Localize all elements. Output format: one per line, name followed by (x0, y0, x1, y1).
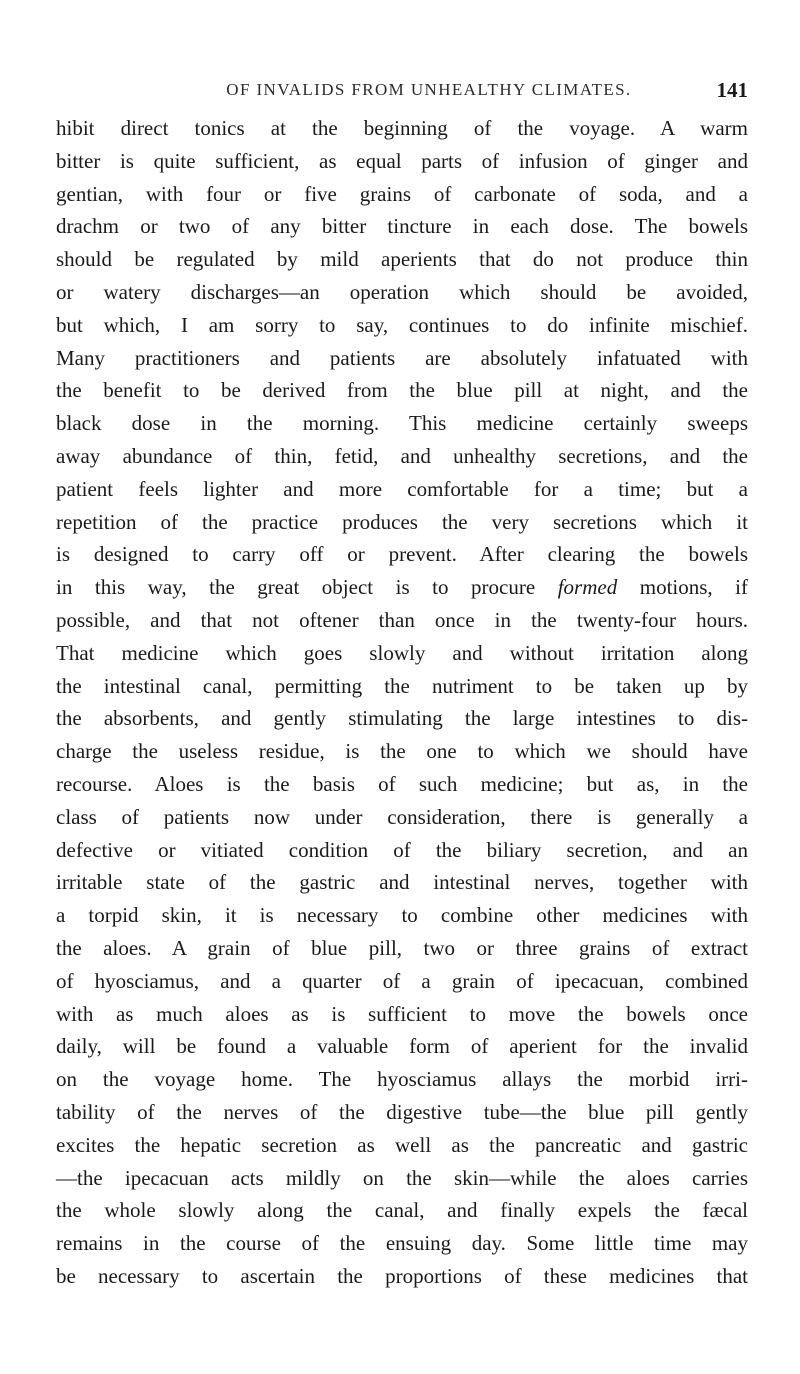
text-line: defective or vitiated condition of the biliary secretion, and an (56, 837, 748, 862)
italic-emphasis: formed (557, 575, 618, 600)
text-line: excites the hepatic secretion as well as the pancreatic and gastric (56, 1132, 748, 1157)
text-line: the absorbents, and gently stimulating the large intestines to dis- (56, 706, 748, 731)
text-line-mixed (56, 571, 748, 604)
text-line: the intestinal canal, permitting the nutriment to be taken up by (56, 673, 748, 698)
text-line: patient feels lighter and more comfortable for a time; but a (56, 476, 748, 501)
text-line: of hyosciamus, and a quarter of a grain of ipecacuan, combined (56, 968, 748, 993)
page-number: 141 (716, 78, 748, 102)
text-line: but which, I am sorry to say, continues to do infinite mischief. (56, 312, 748, 337)
text-line: with as much aloes as is sufficient to move the bowels once (56, 1001, 748, 1026)
text-line: hibit direct tonics at the beginning of the voyage. A warm (56, 116, 748, 140)
text-line: irritable state of the gastric and intestinal nerves, together with (56, 870, 748, 895)
text-line: class of patients now under consideration, there is generally a (56, 804, 748, 829)
body-text (56, 112, 748, 1293)
text-line: a torpid skin, it is necessary to combine other medicines with (56, 903, 748, 928)
text-line: the whole slowly along the canal, and finally expels the fæcal (56, 1198, 748, 1223)
text-line: drachm or two of any bitter tincture in each dose. The bowels (56, 214, 748, 239)
text-line: charge the useless residue, is the one to which we should have (56, 739, 748, 764)
text-line: tability of the nerves of the digestive tube—the blue pill gently (56, 1099, 748, 1124)
text-line: be necessary to ascertain the proportions of these medicines that (56, 1263, 748, 1288)
text-line: —the ipecacuan acts mildly on the skin—while the aloes carries (56, 1165, 748, 1190)
text-line: is designed to carry off or prevent. After clearing the bowels (56, 542, 748, 567)
text-line: on the voyage home. The hyosciamus allays the morbid irri- (56, 1067, 748, 1092)
text-line: bitter is quite sufficient, as equal parts of infusion of ginger and (56, 148, 748, 173)
text-line: the benefit to be derived from the blue pill at night, and the (56, 378, 748, 403)
text-line: the aloes. A grain of blue pill, two or three grains of extract (56, 935, 748, 960)
text-line: away abundance of thin, fetid, and unhealthy secretions, and the (56, 443, 748, 468)
running-head (110, 80, 748, 106)
text-line: remains in the course of the ensuing day. Some little time may (56, 1231, 748, 1256)
text-line: repetition of the practice produces the very secretions which it (56, 509, 748, 534)
text-line: or watery discharges—an operation which should be avoided, (56, 279, 748, 304)
text-line: gentian, with four or five grains of carbonate of soda, and a (56, 181, 748, 206)
text-line: recourse. Aloes is the basis of such medicine; but as, in the (56, 771, 748, 796)
line-segment: motions, if (639, 575, 749, 600)
text-line: daily, will be found a valuable form of aperient for the invalid (56, 1034, 748, 1059)
text-line: should be regulated by mild aperients that do not produce thin (56, 247, 748, 272)
text-line: black dose in the morning. This medicine certainly sweeps (56, 411, 748, 436)
running-title: OF INVALIDS FROM UNHEALTHY CLIMATES. (226, 80, 632, 99)
text-line: That medicine which goes slowly and without irritation along (56, 640, 748, 665)
line-segment: in this way, the great object is to procure (56, 575, 536, 600)
text-line: Many practitioners and patients are absolutely infatuated with (56, 345, 748, 370)
text-line: possible, and that not oftener than once in the twenty-four hours. (56, 607, 748, 632)
